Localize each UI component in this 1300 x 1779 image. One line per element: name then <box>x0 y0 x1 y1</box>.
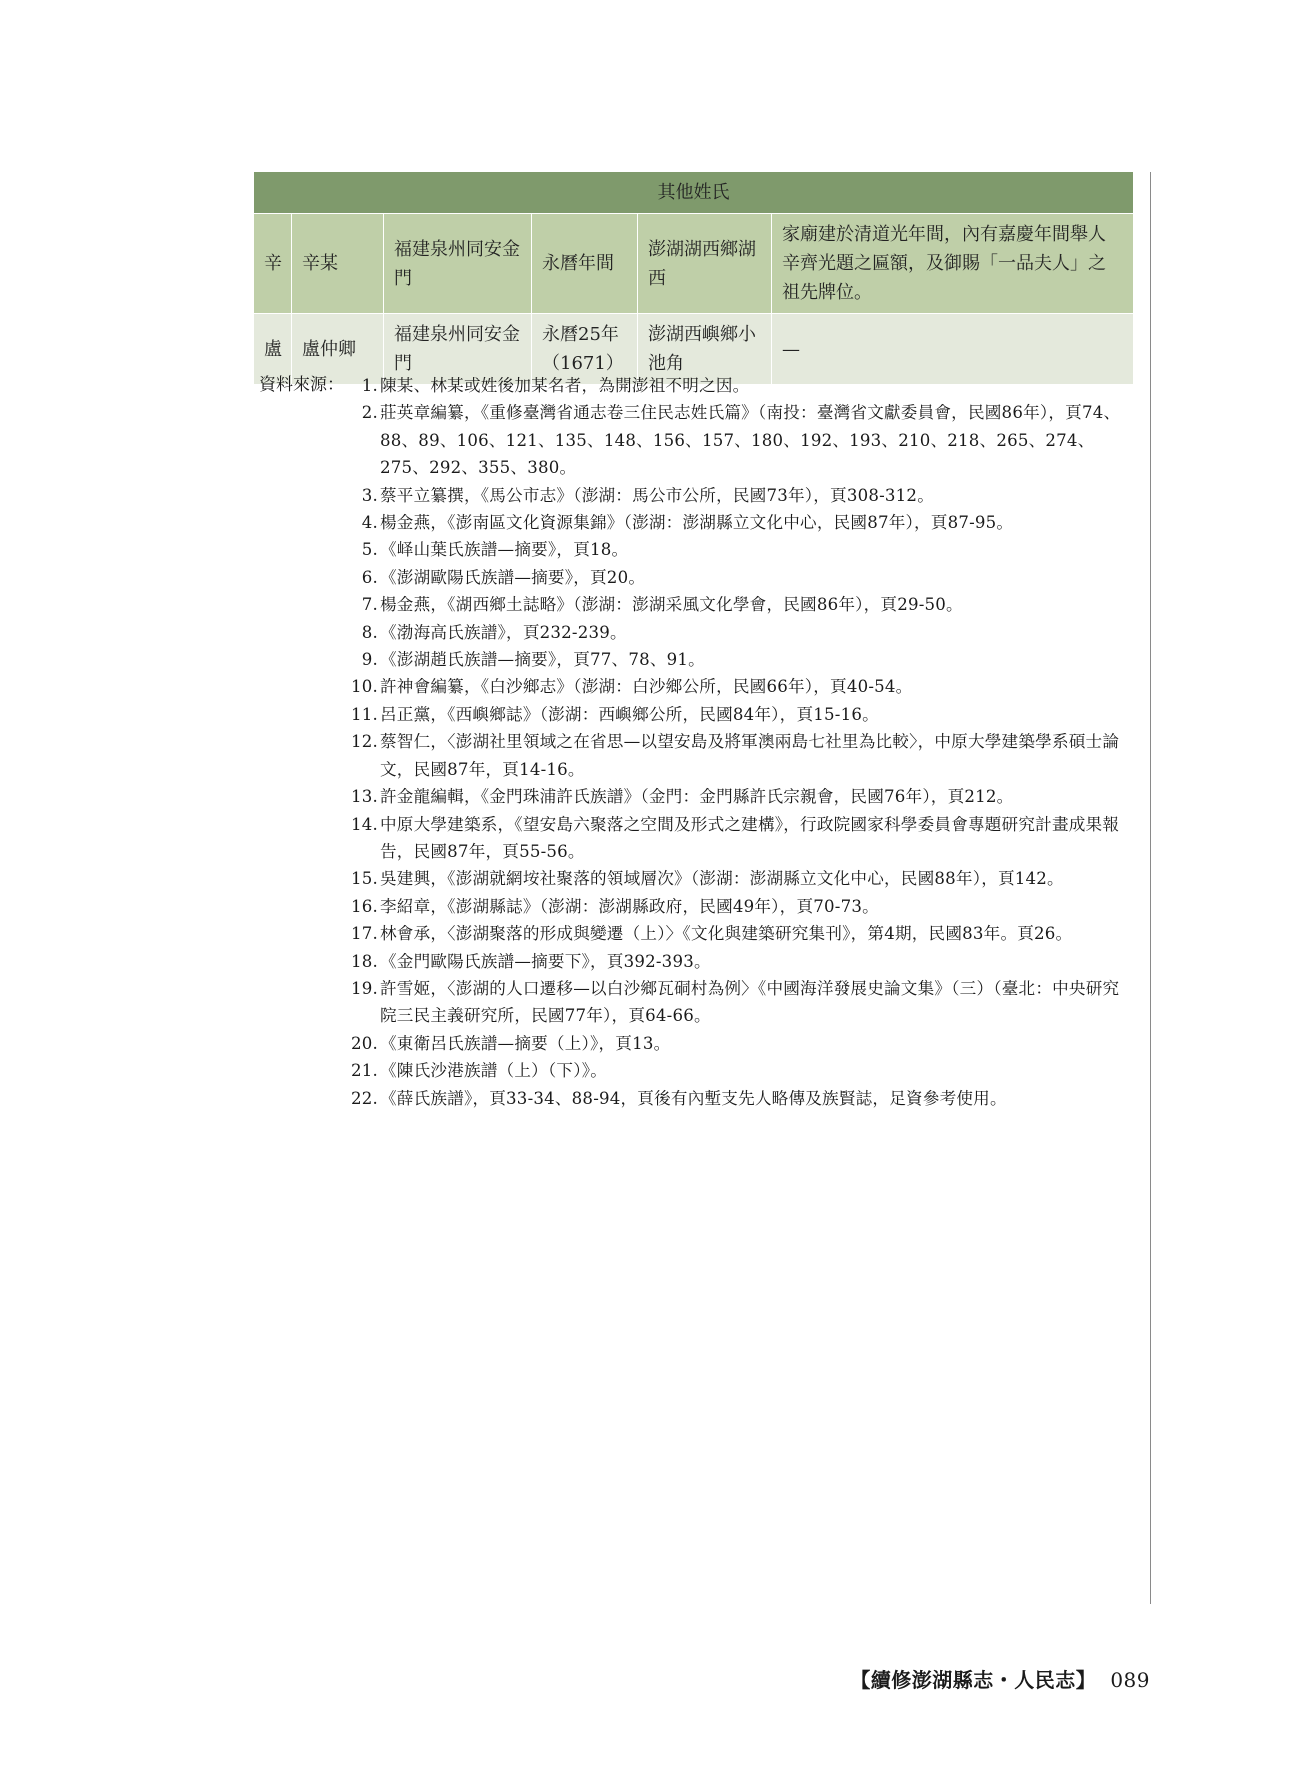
sources-list <box>349 372 1134 1112</box>
source-number: 3. <box>361 485 378 505</box>
table-row <box>254 214 1134 314</box>
page-footer <box>850 1664 1150 1693</box>
table-header: 其他姓氏 <box>254 172 1134 214</box>
source-number: 6. <box>361 567 378 587</box>
source-number: 2. <box>361 403 378 423</box>
source-text: 呂正黨，《西嶼鄉誌》（澎湖：西嶼鄉公所，民國84年），頁15-16。 <box>380 704 879 724</box>
source-item <box>349 975 1134 1030</box>
source-text: 《澎湖歐陽氏族譜—摘要》，頁20。 <box>380 567 646 587</box>
source-text: 楊金燕，《湖西鄉土誌略》（澎湖：澎湖采風文化學會，民國86年），頁29-50。 <box>380 595 963 615</box>
source-number: 12. <box>351 732 378 752</box>
source-text: 《薛氏族譜》，頁33-34、88-94，頁後有內塹支先人略傳及族賢誌，足資參考使用。 <box>380 1088 1007 1108</box>
source-number: 18. <box>351 951 378 971</box>
source-item <box>349 701 1134 728</box>
source-text: 《峄山葉氏族譜—摘要》，頁18。 <box>380 540 629 560</box>
source-number: 19. <box>351 978 378 998</box>
source-number: 22. <box>351 1088 378 1108</box>
source-text: 蔡平立纂撰，《馬公市志》（澎湖：馬公市公所，民國73年），頁308-312。 <box>380 485 934 505</box>
surname-cell: 盧 <box>254 314 292 385</box>
source-item <box>349 482 1134 509</box>
source-number: 13. <box>351 787 378 807</box>
surname-cell: 辛 <box>254 214 292 314</box>
source-number: 11. <box>351 704 378 724</box>
source-number: 20. <box>351 1033 378 1053</box>
source-number: 8. <box>361 622 378 642</box>
source-number: 7. <box>361 595 378 615</box>
source-item <box>349 783 1134 810</box>
table-header-row <box>254 172 1134 214</box>
source-item <box>349 399 1134 481</box>
source-item <box>349 591 1134 618</box>
settlement-cell: 澎湖湖西鄉湖西 <box>638 214 772 314</box>
source-text: 許雪姬，〈澎湖的人口遷移—以白沙鄉瓦硐村為例〉《中國海洋發展史論文集》（三）（臺北：中央研究院三民主義研究所，民國77年），頁64-66。 <box>380 978 1120 1026</box>
source-text: 《陳氏沙港族譜（上）（下）》。 <box>380 1061 608 1081</box>
source-text: 許神會編纂，《白沙鄉志》（澎湖：白沙鄉公所，民國66年），頁40-54。 <box>380 677 913 697</box>
source-item <box>349 564 1134 591</box>
source-number: 21. <box>351 1061 378 1081</box>
era-cell: 永曆25年（1671） <box>532 314 638 385</box>
source-text: 吳建興，《澎湖就網垵社聚落的領域層次》（澎湖：澎湖縣立文化中心，民國88年），頁142。 <box>380 869 1064 889</box>
source-text: 《東衛呂氏族譜—摘要（上）》，頁13。 <box>380 1033 671 1053</box>
source-number: 5. <box>361 540 378 560</box>
source-text: 《金門歐陽氏族譜—摘要下》，頁392-393。 <box>380 951 711 971</box>
source-number: 1. <box>361 376 378 395</box>
source-text: 林會承，〈澎湖聚落的形成與變遷（上）〉《文化與建築研究集刊》，第4期，民國83年。頁26。 <box>380 924 1073 944</box>
source-item <box>349 372 1134 399</box>
source-item <box>349 619 1134 646</box>
settlement-cell: 澎湖西嶼鄉小池角 <box>638 314 772 385</box>
source-item <box>349 509 1134 536</box>
source-item <box>349 1057 1134 1084</box>
origin-cell: 福建泉州同安金門 <box>384 314 532 385</box>
source-text: 陳某、林某或姓後加某名者，為開澎祖不明之因。 <box>380 376 750 395</box>
source-item <box>349 948 1134 975</box>
source-item <box>349 1085 1134 1112</box>
sources-label: 資料來源： <box>259 375 344 395</box>
source-text: 許金龍編輯，《金門珠浦許氏族譜》（金門：金門縣許氏宗親會，民國76年），頁212。 <box>380 787 1014 807</box>
ancestor-cell: 辛某 <box>292 214 384 314</box>
book-title: 【續修澎湖縣志・人民志】 <box>850 1668 1097 1692</box>
source-number: 15. <box>351 869 378 889</box>
source-number: 17. <box>351 924 378 944</box>
source-item <box>349 646 1134 673</box>
origin-cell: 福建泉州同安金門 <box>384 214 532 314</box>
source-text: 李紹章，《澎湖縣誌》（澎湖：澎湖縣政府，民國49年），頁70-73。 <box>380 896 879 916</box>
source-text: 楊金燕，《澎南區文化資源集錦》（澎湖：澎湖縣立文化中心，民國87年），頁87-95。 <box>380 513 1014 533</box>
source-number: 10. <box>351 677 378 697</box>
source-text: 莊英章編纂，《重修臺灣省通志卷三住民志姓氏篇》（南投：臺灣省文獻委員會，民國86年），頁74、88、89、106、121、135、148、156、157、180、192、193、210、218、265、274、275、292、355、380。 <box>380 403 1121 478</box>
source-number: 16. <box>351 896 378 916</box>
source-item <box>349 673 1134 700</box>
source-text: 中原大學建築系，《望安島六聚落之空間及形式之建構》，行政院國家科學委員會專題研究計畫成果報告，民國87年，頁55-56。 <box>380 814 1120 861</box>
source-item <box>349 536 1134 563</box>
source-item <box>349 811 1134 866</box>
source-item <box>349 1030 1134 1057</box>
page-number: 089 <box>1110 1668 1150 1692</box>
page-margin-rule <box>1150 172 1151 1604</box>
ancestor-cell: 盧仲卿 <box>292 314 384 385</box>
source-text: 蔡智仁，〈澎湖社里領域之在省思—以望安島及將軍澳兩島七社里為比較〉，中原大學建築學系碩士論文，民國87年，頁14-16。 <box>380 732 1120 779</box>
source-item <box>349 865 1134 892</box>
source-text: 《渤海高氏族譜》，頁232-239。 <box>380 622 627 642</box>
note-cell: 家廟建於清道光年間，內有嘉慶年間舉人辛齊光題之匾額，及御賜「一品夫人」之祖先牌位。 <box>772 214 1134 314</box>
era-cell: 永曆年間 <box>532 214 638 314</box>
source-number: 14. <box>351 814 378 834</box>
source-item <box>349 920 1134 947</box>
note-cell: — <box>772 314 1134 385</box>
source-number: 9. <box>361 650 378 670</box>
source-item <box>349 893 1134 920</box>
source-number: 4. <box>361 513 378 533</box>
source-item <box>349 728 1134 783</box>
source-text: 《澎湖趙氏族譜—摘要》，頁77、78、91。 <box>380 650 705 670</box>
surname-table <box>253 171 1134 385</box>
